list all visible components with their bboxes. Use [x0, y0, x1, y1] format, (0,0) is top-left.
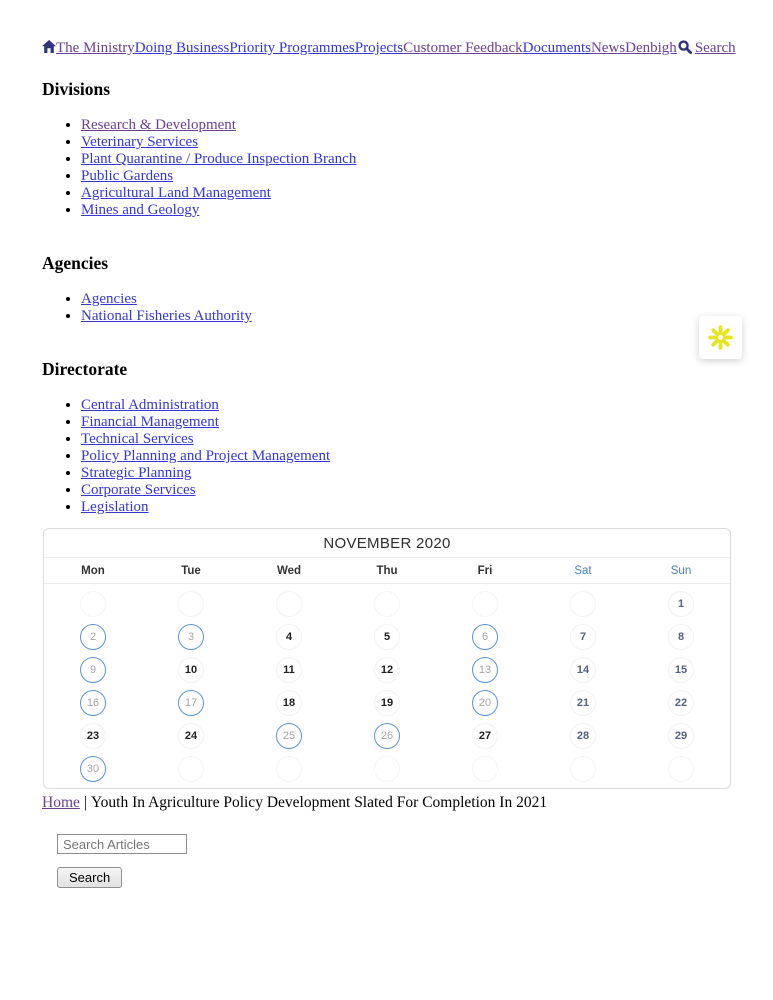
calendar-day-24[interactable] [142, 719, 240, 752]
day-circle: 1 [668, 591, 694, 617]
calendar-day-16[interactable] [44, 686, 142, 719]
list-item [81, 465, 731, 482]
list-item [81, 134, 731, 151]
calendar-day-19[interactable] [338, 686, 436, 719]
list-item [81, 308, 731, 325]
day-circle: 12 [374, 657, 400, 683]
day-circle: 14 [570, 657, 596, 683]
article-search [57, 834, 731, 888]
link-central-administration[interactable]: Central Administration [81, 397, 219, 413]
highlighted-day-circle: 26 [374, 723, 400, 749]
calendar-day-empty [436, 752, 534, 785]
section-title-divisions: Divisions [42, 79, 111, 99]
weekday-sat: Sat [574, 564, 592, 577]
highlighted-day-circle: 17 [178, 690, 204, 716]
calendar-day-empty [632, 752, 730, 785]
link-research-development[interactable]: Research & Development [81, 117, 236, 133]
calendar-grid [44, 584, 730, 785]
weekday-fri: Fri [477, 564, 493, 577]
breadcrumb-separator: | [83, 794, 87, 811]
link-veterinary-services[interactable]: Veterinary Services [81, 134, 199, 150]
highlighted-day-circle: 3 [178, 624, 204, 650]
day-circle: 5 [374, 624, 400, 650]
day-circle [374, 756, 400, 782]
highlighted-day-circle: 20 [472, 690, 498, 716]
link-technical-services[interactable]: Technical Services [81, 431, 194, 447]
nav-link-customer-feedback[interactable]: Customer Feedback [403, 40, 523, 56]
day-circle: 10 [178, 657, 204, 683]
calendar-day-15[interactable] [632, 653, 730, 686]
list-item [81, 431, 731, 448]
calendar-day-4[interactable] [240, 620, 338, 653]
list-item [81, 291, 731, 308]
nav-link-search[interactable]: Search [694, 40, 736, 56]
list-item [81, 499, 731, 516]
list-item [81, 202, 731, 219]
highlighted-day-circle: 2 [80, 624, 106, 650]
event-calendar [43, 528, 731, 789]
calendar-day-17[interactable] [142, 686, 240, 719]
link-legislation[interactable]: Legislation [81, 499, 149, 515]
search-articles-button[interactable]: Search [57, 867, 122, 888]
calendar-day-empty [142, 752, 240, 785]
section-list-agencies [42, 291, 731, 325]
day-circle: 22 [668, 690, 694, 716]
list-item [81, 414, 731, 431]
calendar-day-empty [534, 752, 632, 785]
calendar-day-27[interactable] [436, 719, 534, 752]
day-circle [472, 756, 498, 782]
link-public-gardens[interactable]: Public Gardens [81, 168, 174, 184]
section-title-directorate: Directorate [42, 359, 128, 379]
breadcrumb [42, 794, 731, 812]
calendar-day-2[interactable] [44, 620, 142, 653]
calendar-day-7[interactable] [534, 620, 632, 653]
list-item [81, 397, 731, 414]
nav-link-doing-business[interactable]: Doing Business [134, 40, 230, 56]
calendar-day-30[interactable] [44, 752, 142, 785]
list-item [81, 117, 731, 134]
section-list-directorate [42, 397, 731, 516]
day-circle: 7 [570, 624, 596, 650]
calendar-day-empty [240, 587, 338, 620]
highlighted-day-circle: 25 [276, 723, 302, 749]
sections [42, 79, 731, 516]
link-plant-quarantine-produce-inspection-branch[interactable]: Plant Quarantine / Produce Inspection Branch [81, 151, 357, 167]
day-circle: 29 [668, 723, 694, 749]
link-mines-and-geology[interactable]: Mines and Geology [81, 202, 200, 218]
calendar-day-empty [240, 752, 338, 785]
day-circle [472, 591, 498, 617]
day-circle [374, 591, 400, 617]
nav-link-projects[interactable]: Projects [354, 40, 404, 56]
day-circle: 11 [276, 657, 302, 683]
link-agricultural-land-management[interactable]: Agricultural Land Management [81, 185, 271, 201]
link-corporate-services[interactable]: Corporate Services [81, 482, 196, 498]
day-circle [570, 591, 596, 617]
day-circle [80, 591, 106, 617]
calendar-day-20[interactable] [436, 686, 534, 719]
day-circle: 4 [276, 624, 302, 650]
link-financial-management[interactable]: Financial Management [81, 414, 219, 430]
calendar-day-empty [436, 587, 534, 620]
link-agencies[interactable]: Agencies [81, 291, 137, 307]
nav-link-documents[interactable]: Documents [522, 40, 591, 56]
calendar-day-10[interactable] [142, 653, 240, 686]
highlighted-day-circle: 13 [472, 657, 498, 683]
section-title-agencies: Agencies [42, 253, 109, 273]
highlighted-day-circle: 30 [80, 756, 106, 782]
weekday-mon: Mon [81, 564, 105, 577]
weekday-sun: Sun [670, 564, 692, 577]
day-circle: 19 [374, 690, 400, 716]
nav-link-the-ministry[interactable]: The Ministry [56, 40, 135, 56]
nav-link-news[interactable]: News [590, 40, 626, 56]
nav-link-denbigh[interactable]: Denbigh [625, 40, 677, 56]
link-policy-planning-and-project-management[interactable]: Policy Planning and Project Management [81, 448, 331, 464]
day-circle: 27 [472, 723, 498, 749]
calendar-day-26[interactable] [338, 719, 436, 752]
list-item [81, 448, 731, 465]
calendar-day-11[interactable] [240, 653, 338, 686]
section-list-divisions [42, 117, 731, 219]
highlighted-day-circle: 6 [472, 624, 498, 650]
home-icon[interactable] [42, 40, 56, 56]
highlighted-day-circle: 9 [80, 657, 106, 683]
calendar-day-29[interactable] [632, 719, 730, 752]
day-circle [276, 591, 302, 617]
list-item [81, 185, 731, 202]
calendar-weekday-header [44, 558, 730, 584]
calendar-day-18[interactable] [240, 686, 338, 719]
search-icon[interactable] [677, 40, 692, 56]
main-nav [42, 0, 736, 56]
breadcrumb-home-link[interactable]: Home [42, 794, 80, 811]
day-circle: 23 [80, 723, 106, 749]
day-circle: 18 [276, 690, 302, 716]
day-circle: 21 [570, 690, 596, 716]
asterisk-spinner-icon [707, 324, 734, 351]
calendar-day-12[interactable] [338, 653, 436, 686]
weekday-thu: Thu [376, 564, 398, 577]
calendar-day-empty [338, 752, 436, 785]
link-national-fisheries-authority[interactable]: National Fisheries Authority [81, 308, 252, 324]
calendar-day-13[interactable] [436, 653, 534, 686]
calendar-month-title: NOVEMBER 2020 [44, 529, 730, 558]
calendar-day-28[interactable] [534, 719, 632, 752]
calendar-day-3[interactable] [142, 620, 240, 653]
search-articles-input[interactable] [57, 834, 187, 854]
link-strategic-planning[interactable]: Strategic Planning [81, 465, 192, 481]
calendar-day-21[interactable] [534, 686, 632, 719]
day-circle: 24 [178, 723, 204, 749]
calendar-day-9[interactable] [44, 653, 142, 686]
calendar-day-6[interactable] [436, 620, 534, 653]
weekday-wed: Wed [276, 564, 302, 577]
list-item [81, 168, 731, 185]
nav-link-priority-programmes[interactable]: Priority Programmes [229, 40, 355, 56]
day-circle [668, 756, 694, 782]
calendar-day-empty [534, 587, 632, 620]
calendar-day-5[interactable] [338, 620, 436, 653]
day-circle [178, 756, 204, 782]
list-item [81, 482, 731, 499]
day-circle: 15 [668, 657, 694, 683]
calendar-day-22[interactable] [632, 686, 730, 719]
calendar-day-empty [338, 587, 436, 620]
nav-links [56, 40, 677, 56]
weekday-tue: Tue [181, 564, 201, 577]
day-circle [276, 756, 302, 782]
day-circle: 28 [570, 723, 596, 749]
floating-widget[interactable] [699, 316, 742, 359]
day-circle: 8 [668, 624, 694, 650]
calendar-day-empty [142, 587, 240, 620]
calendar-day-empty [44, 587, 142, 620]
day-circle [178, 591, 204, 617]
list-item [81, 151, 731, 168]
calendar-day-23[interactable] [44, 719, 142, 752]
calendar-day-8[interactable] [632, 620, 730, 653]
calendar-day-14[interactable] [534, 653, 632, 686]
day-circle [570, 756, 596, 782]
calendar-day-25[interactable] [240, 719, 338, 752]
highlighted-day-circle: 16 [80, 690, 106, 716]
calendar-day-1[interactable] [632, 587, 730, 620]
breadcrumb-page-title: Youth In Agriculture Policy Development Slated For Completion In 2021 [91, 794, 548, 811]
